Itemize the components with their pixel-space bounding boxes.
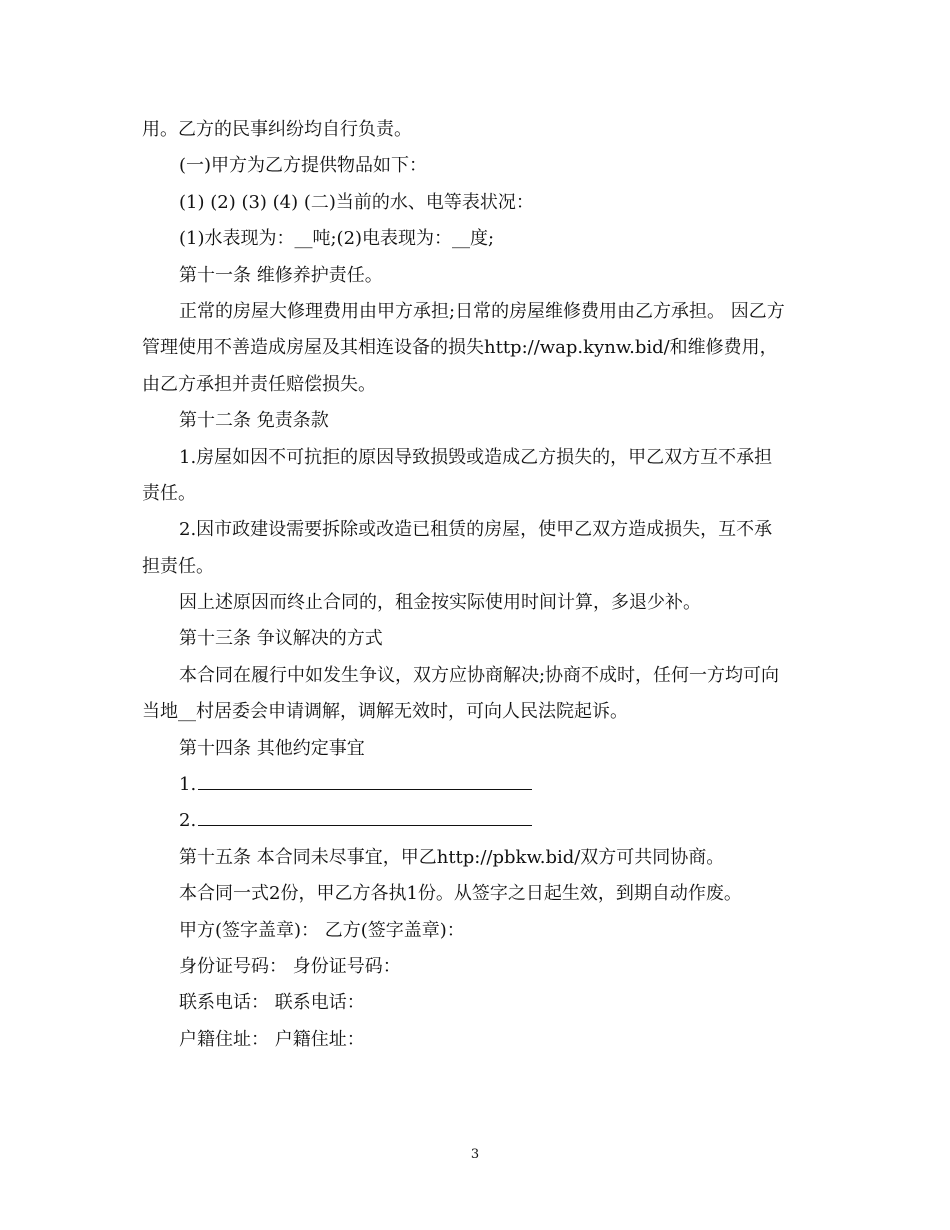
paragraph-line: 因上述原因而终止合同的，租金按实际使用时间计算，多退少补。 — [179, 592, 701, 614]
paragraph-line: 本合同在履行中如发生争议，双方应协商解决;协商不成时，任何一方均可向 — [179, 664, 780, 686]
paragraph-line: 2.因市政建设需要拆除或改造已租赁的房屋，使甲乙双方造成损失，互不承 — [179, 519, 773, 541]
paragraph-line: 本合同一式2份，甲乙方各执1份。从签字之日起生效，到期自动作废。 — [179, 883, 742, 905]
article-heading: 第十三条 争议解决的方式 — [179, 628, 383, 650]
paragraph-line: 管理使用不善造成房屋及其相连设备的损失http://wap.kynw.bid/和维修费用， — [142, 337, 778, 359]
item-number: 2. — [179, 810, 197, 832]
paragraph-line: (1) (2) (3) (4) (二)当前的水、电等表状况： — [179, 191, 534, 213]
id-number-line: 身份证号码： 身份证号码： — [179, 955, 401, 977]
page-number: 3 — [470, 1147, 480, 1162]
blank-underline — [198, 767, 532, 790]
item-number: 1. — [179, 774, 197, 796]
paragraph-line: 第十五条 本合同未尽事宜，甲乙http://pbkw.bid/双方可共同协商。 — [179, 846, 725, 868]
document-body — [142, 112, 812, 1058]
paragraph-line: 1.房屋如因不可抗拒的原因导致损毁或造成乙方损失的，甲乙双方互不承担 — [179, 446, 773, 468]
article-heading: 第十四条 其他约定事宜 — [179, 737, 365, 759]
blank-item-line — [142, 803, 812, 839]
paragraph-line: 用。乙方的民事纠纷均自行负责。 — [142, 119, 412, 140]
blank-underline — [198, 803, 532, 826]
blank-item-line — [142, 767, 812, 803]
paragraph-line: 由乙方承担并责任赔偿损失。 — [142, 373, 376, 395]
paragraph-line: 担责任。 — [142, 555, 214, 577]
signature-line: 甲方(签字盖章)： 乙方(签字盖章)： — [179, 919, 465, 941]
paragraph-line: (1)水表现为：__吨;(2)电表现为：__度; — [179, 228, 495, 250]
address-line: 户籍住址： 户籍住址： — [179, 1028, 365, 1050]
paragraph-line: 当地__村居委会申请调解，调解无效时，可向人民法院起诉。 — [142, 701, 628, 723]
article-heading: 第十一条 维修养护责任。 — [179, 264, 383, 286]
phone-line: 联系电话： 联系电话： — [179, 992, 365, 1014]
paragraph-line: 责任。 — [142, 482, 196, 504]
article-heading: 第十二条 免责条款 — [179, 410, 329, 432]
paragraph-line: 正常的房屋大修理费用由甲方承担;日常的房屋维修费用由乙方承担。 因乙方 — [179, 300, 785, 322]
paragraph-line: (一)甲方为乙方提供物品如下： — [179, 155, 428, 177]
